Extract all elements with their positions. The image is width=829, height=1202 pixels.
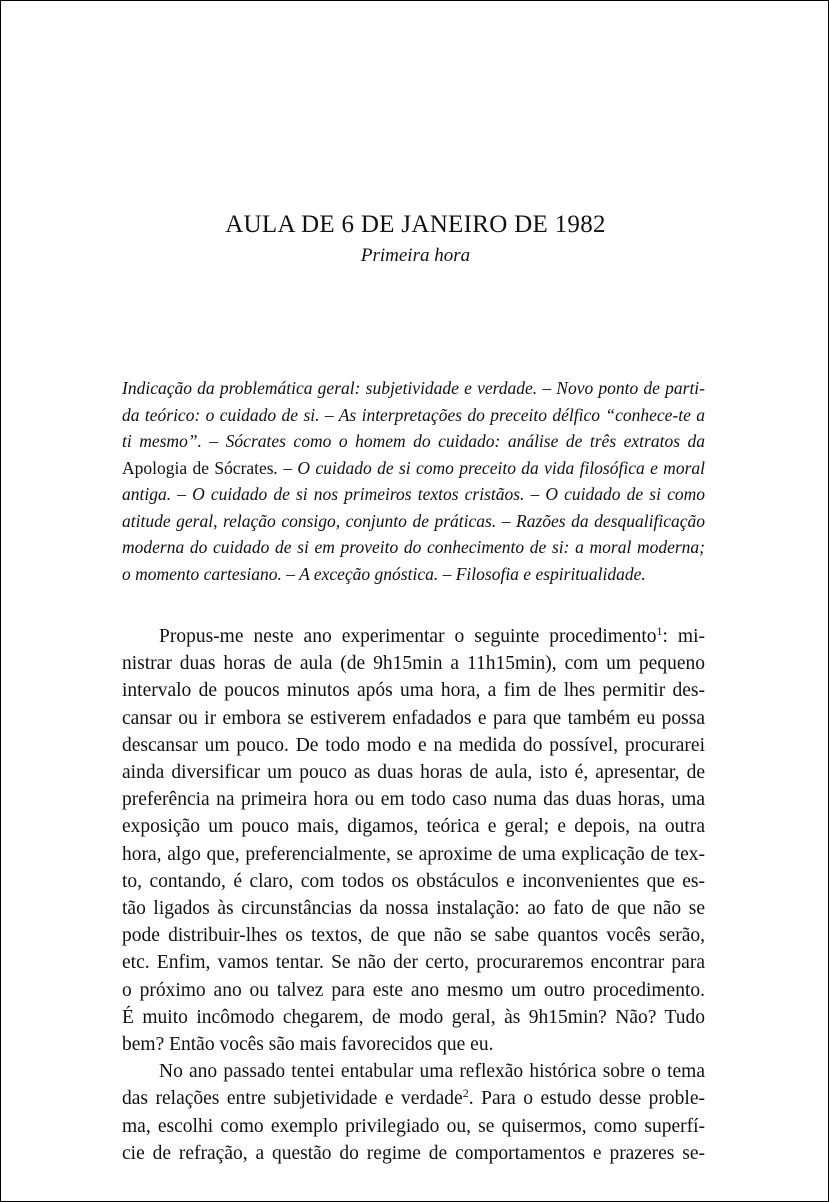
paragraph-line: hora, algo que, preferencialmente, se aproxime de uma explicação de tex- [122, 843, 705, 865]
summary-line: da teórico: o cuidado de si. – As interpretações do preceito délfico “conhece-te a [122, 404, 705, 425]
summary-line-text: . – O cuidado de si como preceito da vida filosófica e moral [273, 457, 705, 478]
paragraph-line: pode distribuir-lhes os textos, de que não se sabe quantos vocês serão, [122, 925, 705, 947]
paragraph-text: . Para o estudo desse proble- [468, 1088, 705, 1110]
lecture-subtitle: Primeira hora [360, 245, 471, 266]
lecture-title: AULA DE 6 DE JANEIRO DE 1982 [225, 211, 606, 238]
paragraph-line: etc. Enfim, vamos tentar. Se não der certo, procuraremos encontrar para [122, 952, 705, 974]
summary-line: ti mesmo”. – Sócrates como o homem do cuidado: análise de três extratos da [122, 431, 705, 451]
paragraph-line: nistrar duas horas de aula (de 9h15min a 11h15min), com um pequeno [122, 653, 705, 675]
paragraph-line: o próximo ano ou talvez para este ano mesmo um outro procedimento. [122, 979, 705, 1001]
paragraph-line: preferência na primeira hora ou em todo caso numa das duas horas, uma [122, 789, 705, 811]
paragraph-line: cansar ou ir embora se estiverem enfadados e para que também eu possa [122, 707, 705, 729]
paragraph-line: to, contando, é claro, com todos os obstáculos e inconvenientes que es- [122, 870, 705, 892]
paragraph-line [122, 1085, 705, 1112]
paragraph-line: cie de refração, a questão do regime de comportamentos e prazeres se- [122, 1142, 705, 1164]
paragraph-text: das relações entre subjetividade e verdade [122, 1088, 463, 1110]
paragraph-line: intervalo de poucos minutos após uma hora, a fim de lhes permitir des- [122, 680, 705, 702]
summary-book-title: Apologia de Sócrates [122, 457, 274, 478]
paragraph-text: : mi- [662, 626, 705, 647]
summary-line: atitude geral, relação consigo, conjunto de práticas. – Razões da desqualificação [122, 510, 705, 531]
paragraph-line: tão ligados às circunstâncias da nossa instalação: ao fato de que não se [122, 898, 705, 920]
chapter-summary [122, 375, 705, 587]
paragraph-line: descansar um pouco. De todo modo e na medida do possível, procurarei [122, 734, 705, 756]
footnote-ref-1[interactable]: 1 [656, 624, 663, 638]
summary-line: moderna do cuidado de si em proveito do conhecimento de si: a moral moderna; [122, 537, 705, 557]
paragraph-line [122, 623, 705, 650]
footnote-ref-2[interactable]: 2 [462, 1086, 469, 1101]
paragraph-line: bem? Então vocês são mais favorecidos que eu. [122, 1034, 494, 1056]
summary-line [122, 455, 705, 482]
paragraph-line: ma, escolhi como exemplo privilegiado ou, se quisermos, como superfí- [122, 1115, 705, 1137]
paragraph-line: No ano passado tentei entabular uma reflexão histórica sobre o tema [159, 1061, 705, 1083]
summary-line: Indicação da problemática geral: subjetividade e verdade. – Novo ponto de parti- [122, 378, 705, 398]
paragraph-line: exposição um pouco mais, digamos, teórica e geral; e depois, na outra [122, 816, 705, 838]
paragraph-text: Propus-me neste ano experimentar o seguinte procedimento [159, 626, 657, 647]
summary-line: antiga. – O cuidado de si nos primeiros textos cristãos. – O cuidado de si como [122, 484, 705, 504]
summary-line: o momento cartesiano. – A exceção gnóstica. – Filosofia e espiritualidade. [122, 563, 646, 584]
paragraph-line: ainda diversificar um pouco as duas horas de aula, isto é, apresentar, de [122, 762, 705, 784]
paragraph-line: É muito incômodo chegarem, de modo geral, às 9h15min? Não? Tudo [122, 1006, 705, 1028]
body-text [122, 623, 705, 1167]
